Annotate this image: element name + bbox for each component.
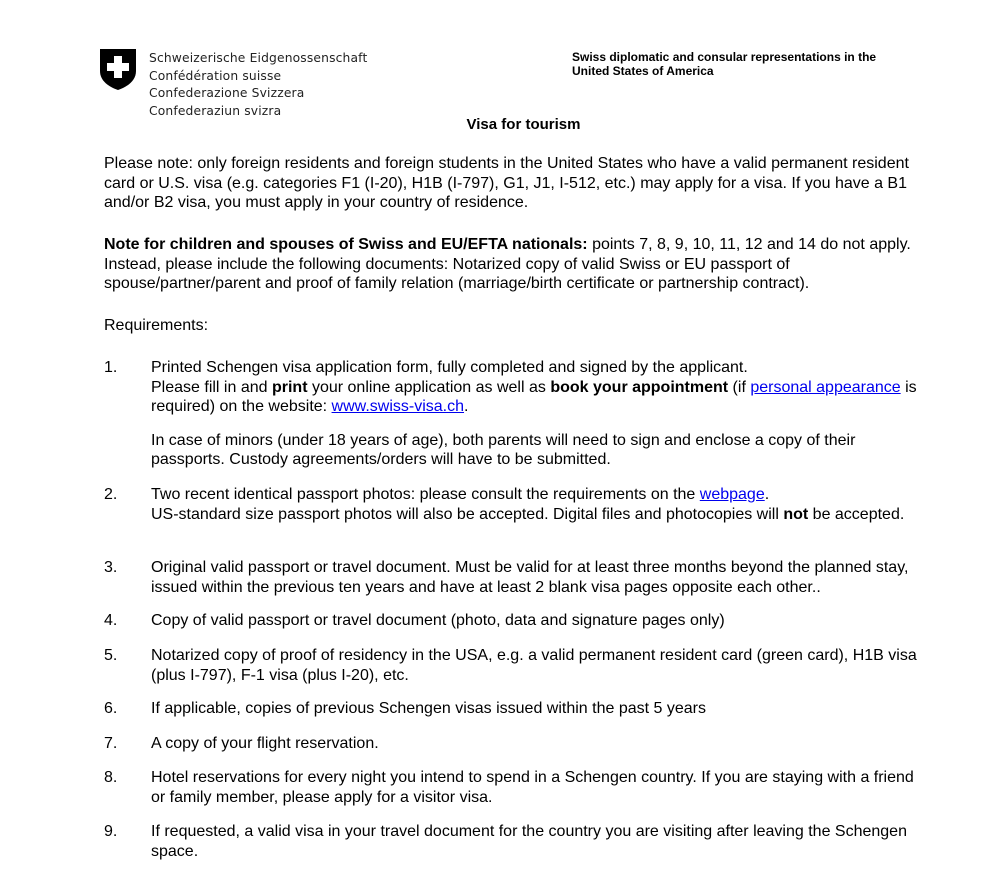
list-number: 4. (104, 612, 118, 629)
text-span: US-standard size passport photos will also be accepted. Digital files and photocopies will (151, 505, 784, 523)
requirements-heading: Requirements: (104, 317, 209, 334)
requirement-text: If requested, a valid visa in your travel document for the country you are visiting after leaving the Schengen space. (151, 823, 907, 860)
note-text: points 7, 8, 9, 10, 11, 12 and 14 do not apply. Instead, please include the following documents: Notarized copy of valid Swiss or EU passport of spouse/partner/parent and proof of family relation (marriage/birth certificate or partnership contract). (104, 236, 911, 292)
swiss-cross-shield-icon (98, 47, 138, 91)
document-title: Visa for tourism (466, 116, 581, 133)
confederation-name-de: Schweizerische Eidgenossenschaft (149, 51, 368, 65)
requirement-text (151, 485, 931, 505)
confederation-names (149, 50, 367, 120)
bold-book-appointment: book your appointment (550, 378, 729, 396)
swiss-visa-website-link[interactable]: www.swiss-visa.ch (331, 398, 465, 415)
text-span: your online application as well as (307, 378, 551, 396)
requirement-text: Copy of valid passport or travel document (photo, data and signature pages only) (151, 612, 725, 629)
representation-line-1: Swiss diplomatic and consular representations in the (572, 50, 877, 64)
confederation-name-rm: Confederaziun svizra (149, 103, 282, 118)
bold-not: not (783, 505, 809, 523)
text-span: (if (728, 378, 751, 396)
list-number: 8. (104, 769, 118, 786)
note-bold-lead: Note for children and spouses of Swiss and EU/EFTA nationals: (104, 236, 588, 253)
text-span: is required) on the website: (151, 378, 917, 415)
requirement-text: A copy of your flight reservation. (151, 735, 379, 752)
list-number: 9. (104, 823, 118, 840)
text-span: . (764, 486, 770, 503)
personal-appearance-link[interactable]: personal appearance (750, 378, 901, 396)
text-span: Please fill in and (151, 378, 272, 396)
requirement-text: Notarized copy of proof of residency in the USA, e.g. a valid permanent resident card (green card), H1B visa (plus I-797), F-1 visa (plus I-20), etc. (151, 647, 917, 684)
bold-print: print (271, 378, 308, 396)
confederation-name-it: Confederazione Svizzera (149, 86, 305, 100)
text-span: . (464, 398, 469, 415)
requirement-text: Hotel reservations for every night you intend to spend in a Schengen country. If you are staying with a friend or family member, please apply for a visitor visa. (151, 769, 914, 806)
requirement-text-2 (151, 505, 931, 525)
intro-paragraph: Please note: only foreign residents and foreign students in the United States who have a valid permanent resident card or U.S. visa (e.g. categories F1 (I-20), H1B (I-797), G1, J1, I-512, etc.) may apply for a visa. If you have a B1 and/or B2 visa, you must apply in your country of residence. (104, 155, 909, 211)
list-number: 7. (104, 735, 118, 752)
list-number: 5. (104, 647, 118, 664)
list-number: 1. (104, 359, 118, 376)
requirement-text: Printed Schengen visa application form, fully completed and signed by the applicant. (151, 359, 748, 376)
requirement-text: If applicable, copies of previous Schengen visas issued within the past 5 years (151, 700, 706, 717)
representation-line-2: United States of America (572, 64, 714, 78)
requirement-instructions (151, 378, 931, 417)
minors-note: In case of minors (under 18 years of age), both parents will need to sign and enclose a copy of their passports. Custody agreements/orders will have to be submitted. (151, 431, 856, 468)
note-paragraph (104, 235, 924, 294)
list-number: 2. (104, 486, 118, 503)
confederation-name-fr: Confédération suisse (149, 68, 282, 83)
requirement-text: Original valid passport or travel document. Must be valid for at least three months beyond the planned stay, issued within the previous ten years and have at least 2 blank visa pages opposite each other.. (151, 559, 909, 596)
list-number: 3. (104, 559, 118, 576)
representation-heading (572, 50, 952, 78)
text-span: Two recent identical passport photos: please consult the requirements on the (151, 486, 700, 503)
webpage-link[interactable]: webpage (699, 486, 765, 503)
text-span: be accepted. (808, 505, 905, 523)
list-number: 6. (104, 700, 118, 717)
